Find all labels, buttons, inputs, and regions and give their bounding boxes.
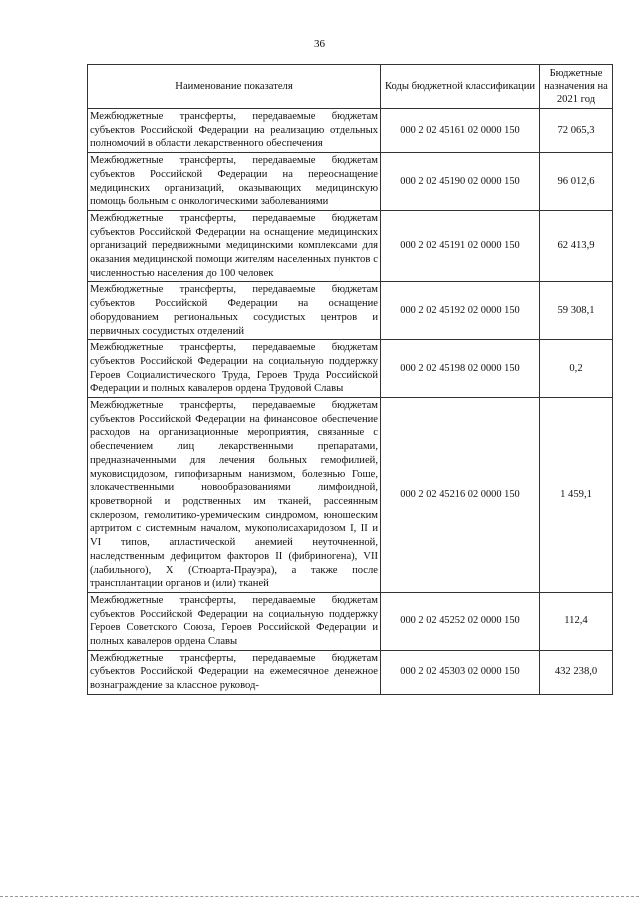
row-budget-code: 000 2 02 45198 02 0000 150 bbox=[381, 340, 540, 398]
table-row bbox=[88, 340, 613, 398]
row-budget-code: 000 2 02 45252 02 0000 150 bbox=[381, 592, 540, 650]
header-indicator-name: Наименование показателя bbox=[88, 65, 381, 109]
row-budget-amount: 59 308,1 bbox=[540, 282, 613, 340]
table-row bbox=[88, 650, 613, 694]
row-budget-amount: 62 413,9 bbox=[540, 210, 613, 282]
row-budget-code: 000 2 02 45161 02 0000 150 bbox=[381, 109, 540, 153]
row-budget-amount: 112,4 bbox=[540, 592, 613, 650]
row-indicator-name: Межбюджетные трансферты, передаваемые бюджетам субъектов Российской Федерации на финансовое обеспечение расходов на организационные мероприятия, связанные с обеспечением лиц лекарственными препаратами, предназначенными для лечения больных гемофилией, муковисцидозом, гипофизарным нанизмом, болезнью Гоше, злокачественными новообразованиями лимфоидной, кроветворной и родственных им тканей, рассеянным склерозом, гемолитико-уремическим синдромом, юношеским артритом с системным началом, мукополисахаридозом I, II и VI типов, апластической анемией неуточненной, наследственным дефицитом факторов II (фибриногена), VII (лабильного), X (Стюарта-Прауэра), а также после трансплантации органов и (или) тканей bbox=[88, 398, 381, 593]
row-indicator-name: Межбюджетные трансферты, передаваемые бюджетам субъектов Российской Федерации на ежемесячное денежное вознаграждение за классное руковод- bbox=[88, 650, 381, 694]
table-row bbox=[88, 153, 613, 211]
row-budget-amount: 96 012,6 bbox=[540, 153, 613, 211]
row-budget-code: 000 2 02 45216 02 0000 150 bbox=[381, 398, 540, 593]
row-indicator-name: Межбюджетные трансферты, передаваемые бюджетам субъектов Российской Федерации на социальную поддержку Героев Советского Союза, Героев Российской Федерации и полных кавалеров ордена Славы bbox=[88, 592, 381, 650]
header-budget-amount: Бюджетные назначения на 2021 год bbox=[540, 65, 613, 109]
row-budget-amount: 1 459,1 bbox=[540, 398, 613, 593]
row-indicator-name: Межбюджетные трансферты, передаваемые бюджетам субъектов Российской Федерации на социальную поддержку Героев Социалистического Труда, Героев Труда Российской Федерации и полных кавалеров ордена Трудовой Славы bbox=[88, 340, 381, 398]
table-header-row bbox=[88, 65, 613, 109]
scan-bottom-edge bbox=[0, 896, 639, 897]
row-budget-code: 000 2 02 45192 02 0000 150 bbox=[381, 282, 540, 340]
row-budget-amount: 72 065,3 bbox=[540, 109, 613, 153]
row-budget-code: 000 2 02 45303 02 0000 150 bbox=[381, 650, 540, 694]
row-budget-amount: 0,2 bbox=[540, 340, 613, 398]
header-budget-code: Коды бюджетной классификации bbox=[381, 65, 540, 109]
table-row bbox=[88, 210, 613, 282]
budget-table bbox=[87, 64, 613, 695]
table-row bbox=[88, 109, 613, 153]
row-indicator-name: Межбюджетные трансферты, передаваемые бюджетам субъектов Российской Федерации на оснащение оборудованием региональных сосудистых центров и первичных сосудистых отделений bbox=[88, 282, 381, 340]
row-indicator-name: Межбюджетные трансферты, передаваемые бюджетам субъектов Российской Федерации на оснащение медицинских организаций передвижными медицинскими комплексами для оказания медицинской помощи жителям населенных пунктов с численностью населения до 100 человек bbox=[88, 210, 381, 282]
table-row bbox=[88, 398, 613, 593]
table-row bbox=[88, 282, 613, 340]
row-budget-amount: 432 238,0 bbox=[540, 650, 613, 694]
page-number: 36 bbox=[314, 38, 325, 50]
table-row bbox=[88, 592, 613, 650]
row-budget-code: 000 2 02 45191 02 0000 150 bbox=[381, 210, 540, 282]
row-indicator-name: Межбюджетные трансферты, передаваемые бюджетам субъектов Российской Федерации на переоснащение медицинских организаций, оказывающих медицинскую помощь больным с онкологическими заболеваниями bbox=[88, 153, 381, 211]
row-budget-code: 000 2 02 45190 02 0000 150 bbox=[381, 153, 540, 211]
row-indicator-name: Межбюджетные трансферты, передаваемые бюджетам субъектов Российской Федерации на реализацию отдельных полномочий в области лекарственного обеспечения bbox=[88, 109, 381, 153]
